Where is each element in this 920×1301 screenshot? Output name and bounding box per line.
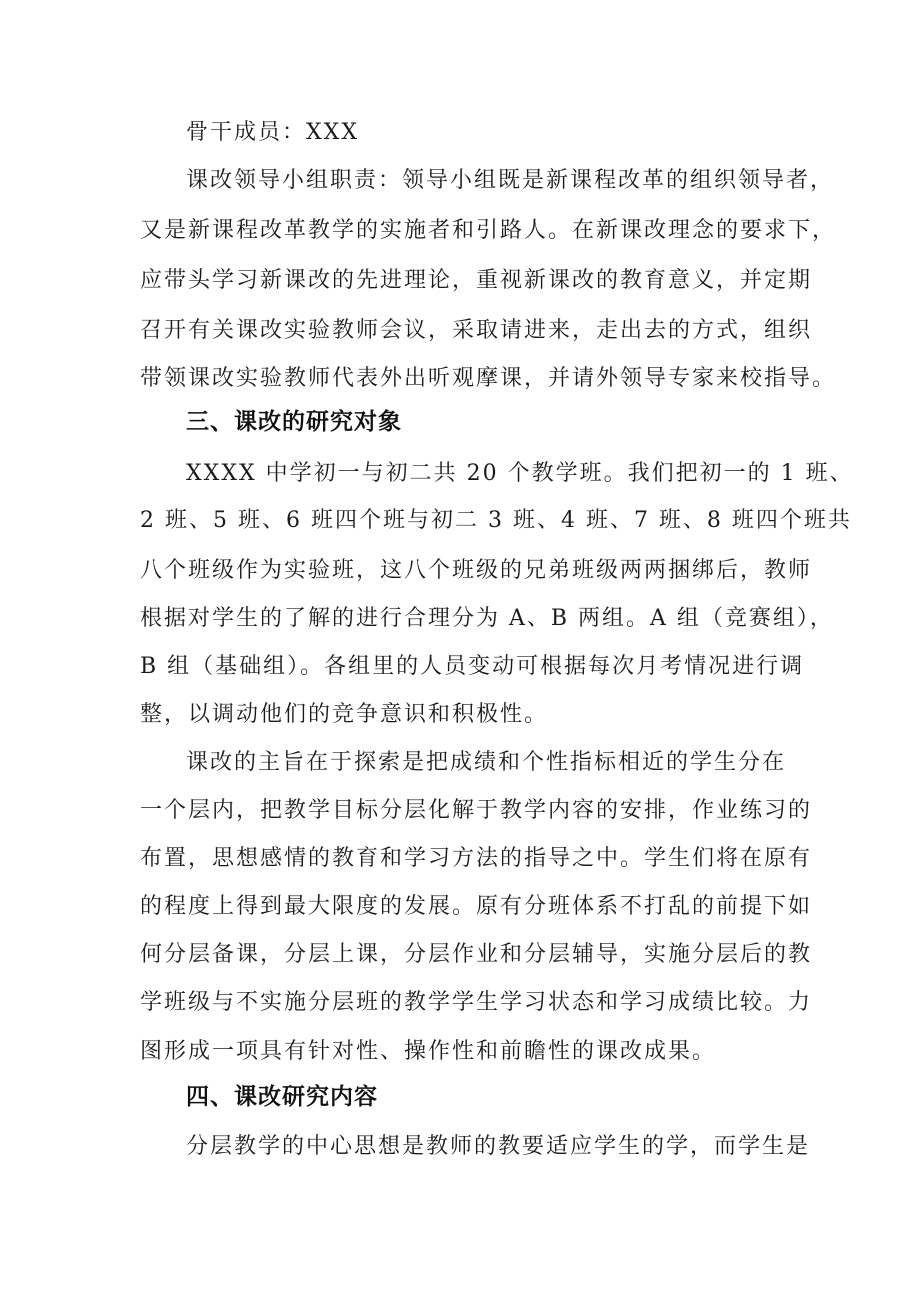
paragraph-line: 的程度上得到最大限度的发展。原有分班体系不打乱的前提下如	[140, 894, 813, 919]
section-heading-4: 四、课改研究内容	[186, 1084, 378, 1110]
paragraph-line: 整，以调动他们的竞争意识和积极性。	[140, 702, 549, 727]
paragraph-line: 分层教学的中心思想是教师的教要适应学生的学，而学生是	[186, 1134, 811, 1159]
paragraph-line: 课改领导小组职责：领导小组既是新课程改革的组织领导者，	[186, 168, 835, 193]
paragraph-line: 召开有关课改实验教师会议，采取请进来，走出去的方式，组织	[140, 318, 813, 343]
paragraph-line: 课改的主旨在于探索是把成绩和个性指标相近的学生分在	[186, 750, 787, 775]
members-line: 骨干成员：XXX	[186, 120, 359, 145]
paragraph-line: 学班级与不实施分层班的教学学生学习状态和学习成绩比较。力	[140, 990, 813, 1015]
paragraph-line: XXXX 中学初一与初二共 20 个教学班。我们把初一的 1 班、	[186, 461, 854, 486]
paragraph-line: 2 班、5 班、6 班四个班与初二 3 班、4 班、7 班、8 班四个班共	[140, 508, 852, 533]
paragraph-line: 图形成一项具有针对性、操作性和前瞻性的课改成果。	[140, 1039, 717, 1064]
section-heading-3: 三、课改的研究对象	[186, 409, 402, 435]
paragraph-line: 一个层内，把教学目标分层化解于教学内容的安排，作业练习的	[140, 798, 813, 823]
paragraph-line: 布置，思想感情的教育和学习方法的指导之中。学生们将在原有	[140, 846, 813, 871]
paragraph-line: B 组（基础组）。各组里的人员变动可根据每次月考情况进行调	[140, 654, 805, 679]
paragraph-line: 又是新课程改革教学的实施者和引路人。在新课改理念的要求下，	[140, 218, 837, 243]
paragraph-line: 何分层备课，分层上课，分层作业和分层辅导，实施分层后的教	[140, 942, 813, 967]
paragraph-line: 带领课改实验教师代表外出听观摩课，并请外领导专家来校指导。	[140, 366, 837, 391]
paragraph-line: 八个班级作为实验班，这八个班级的兄弟班级两两捆绑后，教师	[140, 558, 813, 583]
paragraph-line: 根据对学生的了解的进行合理分为 A、B 两组。A 组（竞赛组），	[140, 606, 834, 631]
paragraph-line: 应带头学习新课改的先进理论，重视新课改的教育意义，并定期	[140, 268, 813, 293]
